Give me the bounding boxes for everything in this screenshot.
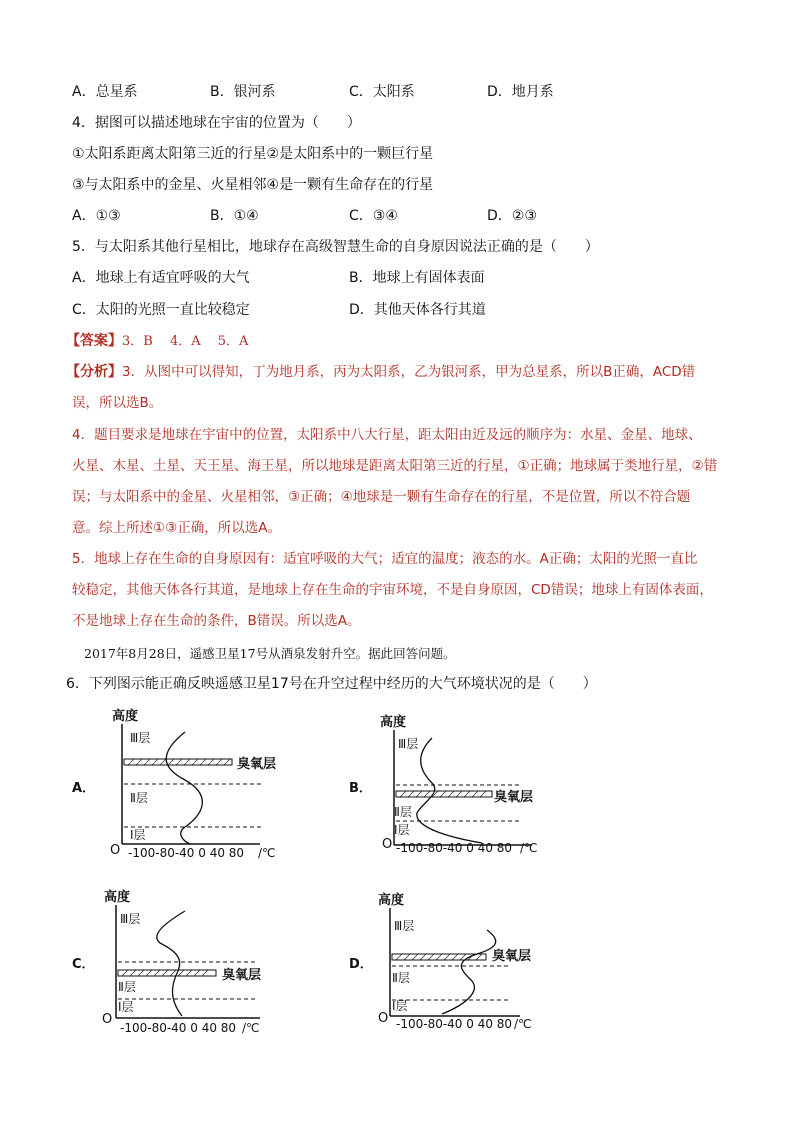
analysis-p1-line1 [66,362,695,382]
ozone-label: 臭氧层 [494,790,534,805]
origin-label: O [382,837,393,852]
x-unit-label: /℃ [514,1017,532,1031]
diagram-d [372,886,562,1046]
q3-option-c: C．太阳系 [349,84,415,100]
layer1-label: Ⅰ层 [394,823,410,837]
x-tick-labels: -100-80-40 0 40 80 [120,1021,237,1035]
analysis-p3-line1: 5．地球上存在生命的自身原因有：适宜呼吸的大气；适宜的温度；液态的水。A正确；太阳的光照一直比 [72,551,698,567]
origin-label: O [102,1012,113,1027]
x-tick-labels: -100-80-40 0 40 80 [396,841,513,855]
layer1-label: Ⅰ层 [392,999,408,1013]
y-axis-label: 高度 [380,715,407,730]
q6-option-c-label: C． [72,957,95,972]
q3-option-b: B．银河系 [210,84,276,100]
q4-option-a: A．①③ [72,208,121,224]
q6-option-b-label: B． [349,781,372,796]
analysis-p1-line2: 误，所以选B。 [72,395,163,411]
temperature-curve [442,930,496,1014]
analysis-p3-line2: 较稳定，其他天体各行其道，是地球上存在生命的宇宙环境，不是自身原因，CD错误；地球上有固体表面， [72,582,713,598]
q5-stem: 5．与太阳系其他行星相比，地球存在高级智慧生命的自身原因说法正确的是（ ） [72,239,599,255]
y-axis-label: 高度 [378,893,405,908]
ozone-label: 臭氧层 [237,757,277,772]
q6-stem: 6．下列图示能正确反映遥感卫星17号在升空过程中经历的大气环境状况的是（ ） [66,676,597,692]
origin-label: O [378,1011,389,1026]
ozone-label: 臭氧层 [222,968,262,983]
answer-line [66,331,248,352]
x-unit-label: /℃ [520,841,538,855]
q4-statement-2: ③与太阳系中的金星、火星相邻④是一颗有生命存在的行星 [72,177,434,193]
layer3-label: Ⅲ层 [130,731,151,745]
diagram-c [100,883,290,1043]
q6-option-d-label: D． [349,957,373,972]
q5-option-b: B．地球上有固体表面 [349,270,485,286]
q4-stem: 4．据图可以描述地球在宇宙的位置为（ ） [72,115,361,131]
analysis-tag: 【分析】 [66,364,122,380]
q5-option-c: C．太阳的光照一直比较稳定 [72,302,250,318]
q5-option-a: A．地球上有适宜呼吸的大气 [72,270,250,286]
ozone-label: 臭氧层 [492,949,532,964]
layer3-label: Ⅲ层 [120,912,141,926]
answer-tag: 【答案】 [66,333,122,349]
analysis-p2-line4: 意。综上所述①③正确，所以选A。 [72,520,281,536]
layer3-label: Ⅲ层 [398,737,419,751]
q6-option-a-label: A． [72,781,96,796]
ozone-band [396,791,492,797]
q3-option-d: D．地月系 [487,84,554,100]
x-unit-label: /℃ [242,1021,260,1035]
analysis-p2-line2: 火星、木星、土星、天王星、海王星，所以地球是距离太阳第三近的行星，①正确；地球属于类地行星，②错 [72,458,718,474]
temperature-curve [157,911,185,1016]
analysis-p1-text1: 3．从图中可以得知，丁为地月系，丙为太阳系，乙为银河系，甲为总星系，所以B正确，ACD错 [122,364,696,380]
q3-option-a: A．总星系 [72,84,138,100]
answer-text: 3．B 4．A 5．A [122,334,249,349]
q4-option-d: D．②③ [487,208,537,224]
layer1-label: Ⅰ层 [130,828,146,842]
x-tick-labels: -100-80-40 0 40 80 [396,1017,513,1031]
origin-label: O [110,843,121,858]
analysis-p2-line3: 误；与太阳系中的金星、火星相邻，③正确；④地球是一颗有生命存在的行星，不是位置，所以不符合题 [72,489,691,505]
layer2-label: Ⅱ层 [118,980,136,994]
x-unit-label: /℃ [258,846,276,860]
layer2-label: Ⅱ层 [392,971,410,985]
y-axis-label: 高度 [112,709,139,724]
diagram-a [100,702,290,862]
q4-option-b: B．①④ [210,208,259,224]
q5-option-d: D．其他天体各行其道 [349,302,486,318]
q4-option-c: C．③④ [349,208,398,224]
q4-statement-1: ①太阳系距离太阳第三近的行星②是太阳系中的一颗巨行星 [72,146,434,162]
question-intro: 2017年8月28日，遥感卫星17号从酒泉发射升空。据此回答问题。 [84,646,456,661]
layer3-label: Ⅲ层 [394,919,415,933]
diagram-b [372,708,562,868]
x-tick-labels: -100-80-40 0 40 80 [128,846,245,860]
ozone-band [124,759,232,765]
analysis-p2-line1: 4．题目要求是地球在宇宙中的位置，太阳系中八大行星，距太阳由近及远的顺序为：水星、金星、地球、 [72,427,702,443]
layer2-label: Ⅱ层 [130,791,148,805]
analysis-p3-line3: 不是地球上存在生命的条件，B错误。所以选A。 [72,613,361,629]
y-axis-label: 高度 [104,890,131,905]
layer1-label: Ⅰ层 [118,1000,134,1014]
layer2-label: Ⅱ层 [394,805,412,819]
